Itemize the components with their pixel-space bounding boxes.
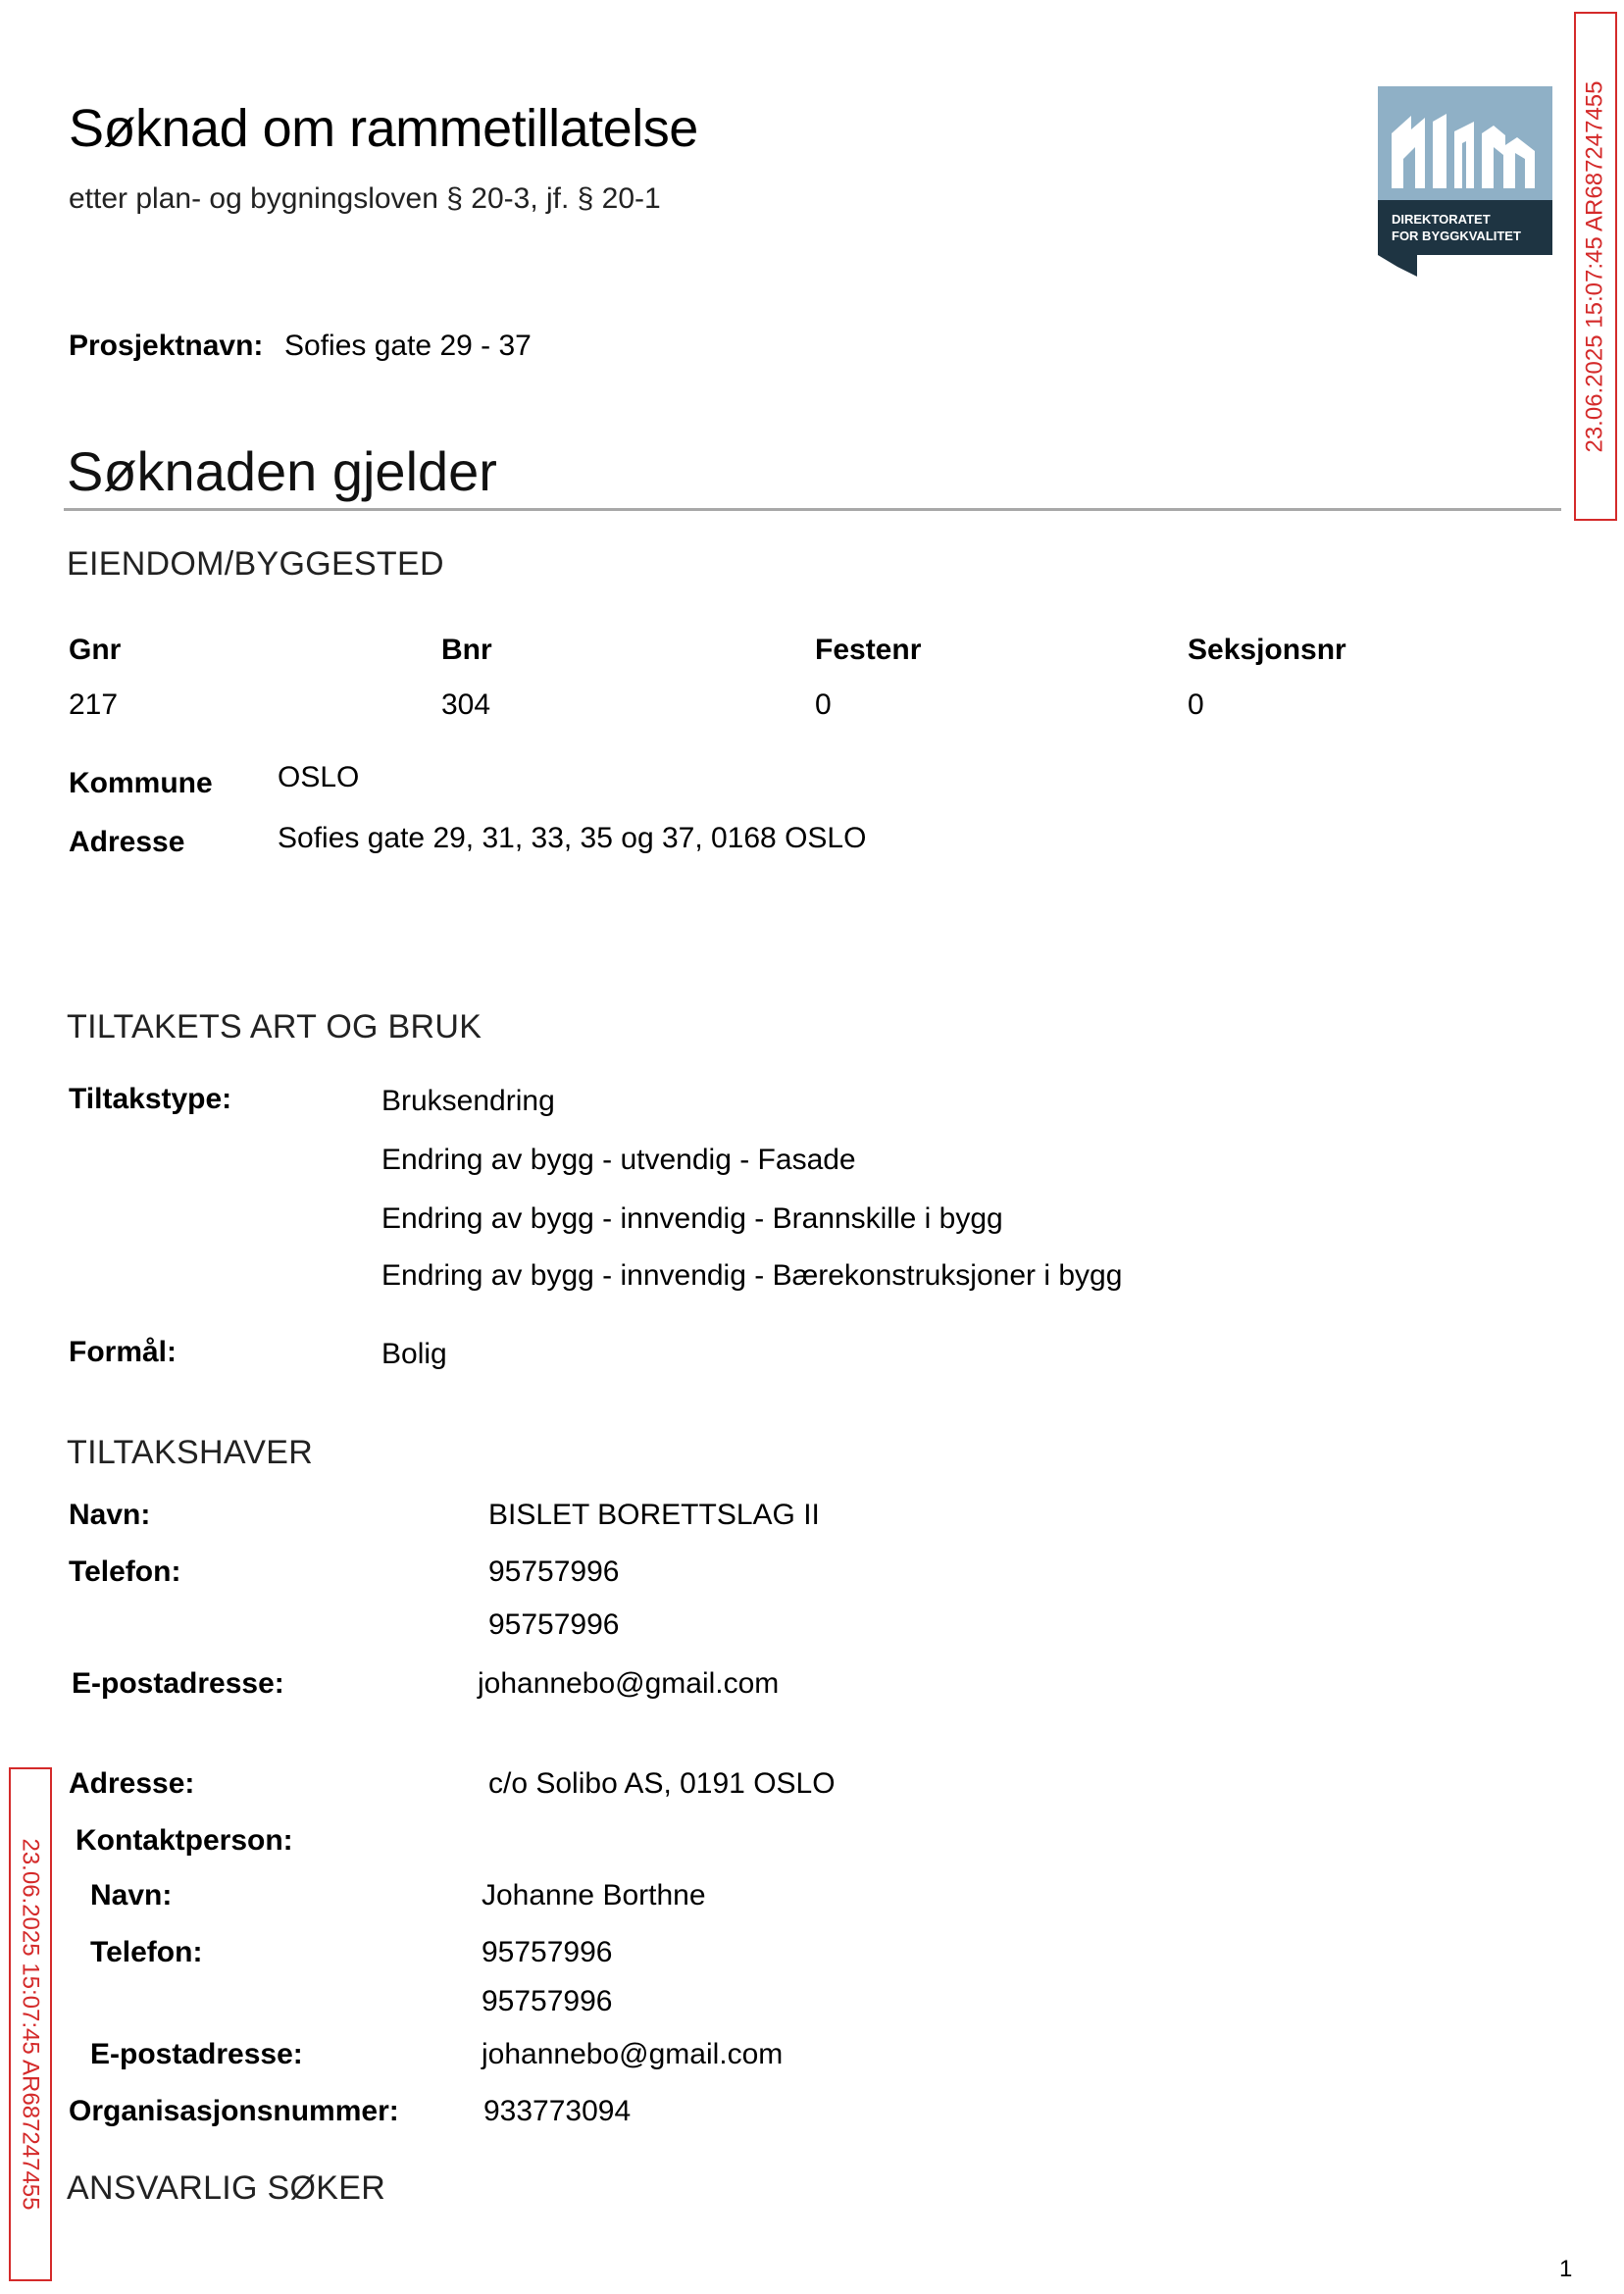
formal-label: Formål:	[69, 1336, 178, 1368]
project-name-value: Sofies gate 29 - 37	[284, 330, 532, 362]
tiltakshaver-adresse-value: c/o Solibo AS, 0191 OSLO	[488, 1767, 836, 1800]
property-heading: EIENDOM/BYGGESTED	[67, 545, 444, 583]
logo-text-line1: DIREKTORATET	[1392, 212, 1491, 227]
bnr-value: 304	[441, 688, 491, 721]
kontakt-telefon-label: Telefon:	[90, 1936, 203, 1968]
kontakt-navn-value: Johanne Borthne	[482, 1879, 706, 1912]
tiltakshaver-navn-label: Navn:	[69, 1499, 151, 1531]
tiltakshaver-epost-value: johannebo@gmail.com	[478, 1667, 780, 1700]
kommune-value: OSLO	[278, 761, 360, 793]
date-stamp-text: 23.06.2025 15:07:45 AR687247455	[1582, 79, 1608, 453]
dibk-logo-graphic	[1378, 86, 1552, 277]
tiltakstype-item: Bruksendring	[381, 1085, 555, 1117]
date-stamp-top	[1574, 12, 1617, 521]
formal-value: Bolig	[381, 1338, 447, 1370]
document-subtitle: etter plan- og bygningsloven § 20-3, jf. § 20-1	[69, 182, 661, 215]
tiltakshaver-navn-value: BISLET BORETTSLAG II	[488, 1499, 820, 1531]
tiltakstype-item: Endring av bygg - innvendig - Brannskille i bygg	[381, 1202, 1003, 1235]
date-stamp-text: 23.06.2025 15:07:45 AR687247455	[18, 1838, 44, 2211]
date-stamp-left	[9, 1767, 52, 2281]
section-title: Søknaden gjelder	[67, 440, 497, 502]
ansvarlig-soker-heading: ANSVARLIG SØKER	[67, 2169, 386, 2207]
tiltakstype-item: Endring av bygg - utvendig - Fasade	[381, 1144, 856, 1176]
tiltakshaver-telefon-value: 95757996	[488, 1608, 620, 1641]
kontakt-telefon-value: 95757996	[482, 1985, 613, 2017]
tiltak-heading: TILTAKETS ART OG BRUK	[67, 1008, 482, 1045]
organisasjonsnummer-label: Organisasjonsnummer:	[69, 2095, 399, 2127]
tiltakshaver-telefon-value: 95757996	[488, 1555, 620, 1588]
kontakt-telefon-value: 95757996	[482, 1936, 613, 1968]
tiltakshaver-adresse-label: Adresse:	[69, 1767, 195, 1800]
adresse-label: Adresse	[69, 826, 185, 858]
organisasjonsnummer-value: 933773094	[483, 2095, 632, 2127]
gnr-value: 217	[69, 688, 119, 721]
tiltakshaver-epost-label: E-postadresse:	[72, 1667, 284, 1700]
seksjonsnr-value: 0	[1188, 688, 1204, 721]
kontaktperson-label: Kontaktperson:	[76, 1824, 293, 1857]
gnr-label: Gnr	[69, 634, 122, 666]
tiltakstype-label: Tiltakstype:	[69, 1083, 232, 1115]
kommune-label: Kommune	[69, 767, 213, 799]
tiltakstype-item: Endring av bygg - innvendig - Bærekonstruksjoner i bygg	[381, 1259, 1123, 1292]
kontakt-epost-label: E-postadresse:	[90, 2038, 303, 2070]
seksjonsnr-label: Seksjonsnr	[1188, 634, 1346, 666]
dibk-logo	[1378, 86, 1552, 277]
adresse-value: Sofies gate 29, 31, 33, 35 og 37, 0168 OSLO	[278, 822, 867, 854]
section-divider	[64, 508, 1561, 511]
document-title: Søknad om rammetillatelse	[69, 99, 698, 158]
festenr-label: Festenr	[815, 634, 922, 666]
logo-text-line2: FOR BYGGKVALITET	[1392, 229, 1521, 243]
festenr-value: 0	[815, 688, 832, 721]
tiltakshaver-heading: TILTAKSHAVER	[67, 1434, 314, 1471]
kontakt-epost-value: johannebo@gmail.com	[482, 2038, 784, 2070]
bnr-label: Bnr	[441, 634, 492, 666]
kontakt-navn-label: Navn:	[90, 1879, 173, 1912]
project-name-label: Prosjektnavn:	[69, 330, 264, 362]
tiltakshaver-telefon-label: Telefon:	[69, 1555, 181, 1588]
page-number: 1	[1559, 2256, 1573, 2282]
